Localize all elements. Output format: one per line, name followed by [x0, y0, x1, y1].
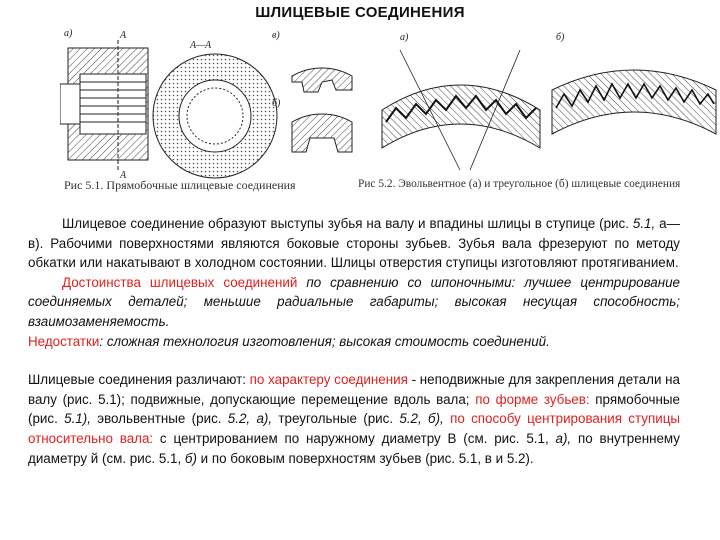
p4-t9: и по боковым поверхностям зубьев (рис. 5.1, в и 5.2). — [196, 450, 534, 466]
fig1-label-b: б) — [272, 98, 281, 109]
p1-text1: Шлицевое соединение образуют выступы зубья на валу и впадины шлицы в ступице (рис. — [62, 216, 633, 231]
p4-i2: 5.2, а), — [227, 411, 273, 427]
figure-5-1 — [60, 26, 360, 186]
p4-r1: по характеру соединения — [249, 372, 408, 388]
figure-5-2 — [380, 30, 718, 178]
p1-text2: а—в). Рабочими поверхностями являются боковые стороны зубьев. Зубья вала фрезеруют по методу обкатки или накатывают в холодном состоянии. Шлицы отверстия ступицы изготовляют протягиванием. — [28, 216, 680, 271]
fig1-label-A-bottom: А — [120, 170, 127, 181]
fig2-label-b: б) — [556, 32, 565, 43]
body-text — [28, 214, 680, 468]
disadvantages-heading: Недостатки — [28, 333, 100, 349]
disadvantages-text: : сложная технология изготовления; высокая стоимость соединений. — [99, 333, 550, 349]
triangular-spline-drawing — [552, 70, 716, 134]
fig1-label-section: А—А — [190, 40, 212, 51]
p4-t8: по внутреннему диаметру й (см. рис. 5.1, — [28, 430, 680, 466]
p4-r3: по способу центрирования ступицы относительно вала: — [28, 411, 680, 446]
fig1-label-a: а) — [64, 28, 73, 39]
advantages-heading: Достоинства шлицевых соединений — [62, 274, 298, 290]
page-title: ШЛИЦЕВЫЕ СОЕДИНЕНИЯ — [255, 4, 465, 21]
paragraph-advantages — [28, 273, 680, 332]
p4-t4: эвольвентные (рис. — [90, 411, 228, 427]
fig2-caption: Рис 5.2. Эвольвентное (а) и треугольное (б) шлицевые соединения — [358, 178, 681, 190]
shaft-side-view — [60, 40, 148, 170]
shaft-cross-section — [153, 54, 277, 178]
p4-i4: а), — [555, 430, 572, 446]
p4-t7: с центрированием по наружному диаметру В (см. рис. 5.1, — [153, 430, 556, 446]
p4-r2: по форме зубьев: — [475, 391, 590, 407]
p4-i1: 5.1), — [64, 411, 91, 427]
paragraph-classification — [28, 370, 680, 468]
involute-spline-drawing — [382, 50, 540, 170]
detail-b — [292, 114, 352, 152]
p4-i5: б) — [184, 450, 197, 466]
p4-t5: треугольные (рис. — [272, 411, 400, 427]
p1-ref: 5.1, — [632, 216, 656, 231]
fig1-caption: Рис 5.1. Прямобочные шлицевые соединения — [64, 178, 296, 192]
p4-i3: 5.2, б), — [399, 411, 444, 427]
fig1-label-A-top: А — [120, 30, 127, 41]
detail-v — [292, 68, 352, 92]
p4-t1: Шлицевые соединения различают: — [28, 372, 250, 388]
fig2-label-a: а) — [400, 32, 409, 43]
paragraph-disadvantages — [28, 332, 680, 352]
fig1-label-v: в) — [272, 30, 280, 41]
paragraph-definition — [28, 214, 680, 273]
p4-t2: - неподвижные для закрепления детали на валу (рис. 5.1); подвижные, допускающие перемещение вдоль вала; — [28, 372, 680, 407]
advantages-text: по сравнению со шпоночными: лучшее центрирование соединяемых деталей; меньшие радиальные габариты; высокая несущая способность; взаимозаменяемость. — [28, 274, 680, 329]
p4-t3: прямобочные (рис. — [28, 391, 680, 427]
